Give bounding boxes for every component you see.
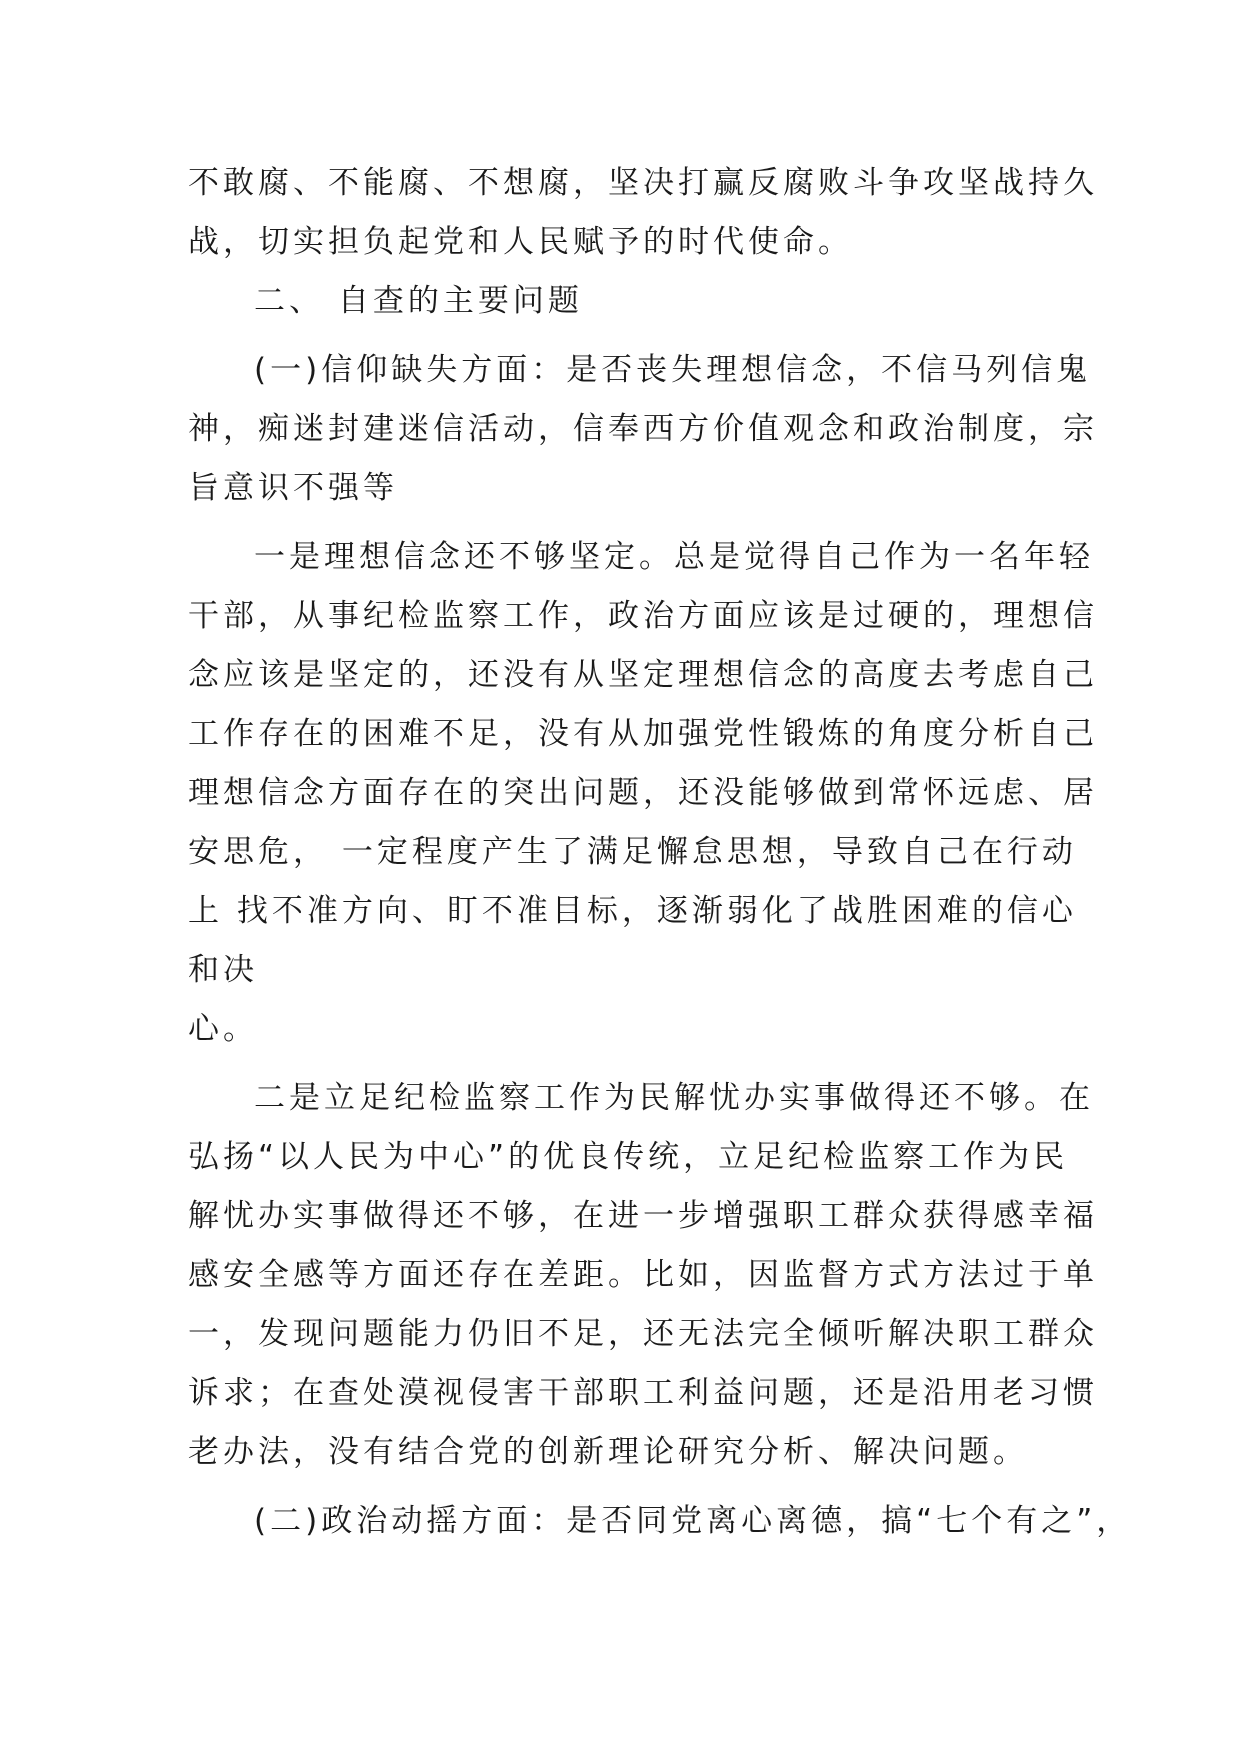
text-line: 老办法，没有结合党的创新理论研究分析、解决问题。 [188, 1434, 1028, 1470]
paragraph-start: 一是理想信念还不够坚定。总是觉得自己作为一名年轻 [254, 539, 1094, 575]
section-heading: 二、 自查的主要问题 [254, 283, 583, 319]
text-line: 念应该是坚定的，还没有从坚定理想信念的高度去考虑自己 [188, 657, 1098, 693]
text-line: 诉求；在查处漠视侵害干部职工利益问题，还是沿用老习惯 [188, 1375, 1098, 1411]
text-line: 旨意识不强等 [188, 470, 398, 506]
text-line: 安思危， 一定程度产生了满足懈怠思想，导致自己在行动 [188, 834, 1077, 870]
text-line: 解忧办实事做得还不够，在进一步增强职工群众获得感幸福 [188, 1198, 1098, 1234]
text-line: 不敢腐、不能腐、不想腐，坚决打赢反腐败斗争攻坚战持久 [188, 165, 1098, 201]
subsection-heading: (一)信仰缺失方面：是否丧失理想信念，不信马列信鬼 [254, 352, 1092, 388]
text-line: 感安全感等方面还存在差距。比如，因监督方式方法过于单 [188, 1257, 1098, 1293]
text-line: 神，痴迷封建迷信活动，信奉西方价值观念和政治制度，宗 [188, 411, 1098, 447]
body-text [188, 154, 1132, 1551]
text-line: 一，发现问题能力仍旧不足，还无法完全倾听解决职工群众 [188, 1316, 1098, 1352]
text-line: 和决 [188, 952, 258, 988]
text-line: 工作存在的困难不足，没有从加强党性锻炼的角度分析自己 [188, 716, 1098, 752]
text-line: 弘扬“以人民为中心”的优良传统，立足纪检监察工作为民 [188, 1139, 1069, 1175]
text-line: 上 找不准方向、盯不准目标，逐渐弱化了战胜困难的信心 [188, 893, 1077, 929]
text-line: 战，切实担负起党和人民赋予的时代使命。 [188, 224, 853, 260]
paragraph-start: 二是立足纪检监察工作为民解忧办实事做得还不够。在 [254, 1080, 1094, 1116]
text-line: 理想信念方面存在的突出问题，还没能够做到常怀远虑、居 [188, 775, 1098, 811]
text-line: 心。 [188, 1011, 258, 1047]
text-line: 干部，从事纪检监察工作，政治方面应该是过硬的，理想信 [188, 598, 1098, 634]
subsection-heading: (二)政治动摇方面：是否同党离心离德，搞“七个有之”， [254, 1503, 1132, 1539]
